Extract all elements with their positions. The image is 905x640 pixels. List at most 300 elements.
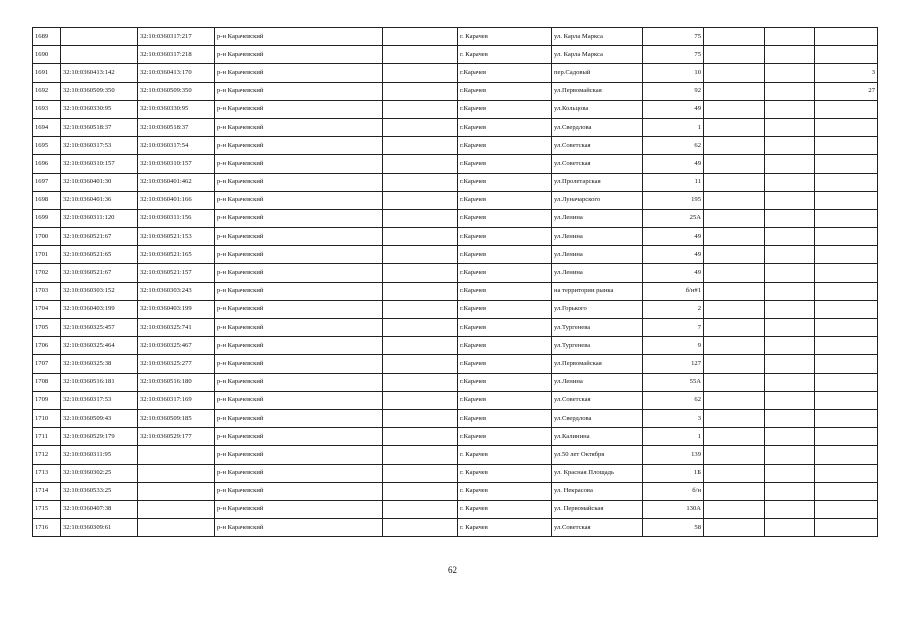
row-number-cell: 1705	[33, 319, 61, 337]
extra-cell-1	[704, 500, 765, 518]
street-cell: ул.Ленина	[552, 228, 643, 246]
row-number-cell: 1703	[33, 282, 61, 300]
table-row	[33, 137, 878, 155]
house-number-cell: 49	[643, 100, 704, 118]
table-row	[33, 373, 878, 391]
extra-cell-2	[765, 246, 815, 264]
district-cell: р-н Карачевский	[215, 337, 383, 355]
row-number-cell: 1693	[33, 100, 61, 118]
cadastral-number-2-cell: 32:10:0360521:165	[138, 246, 215, 264]
city-cell: г.Карачев	[458, 428, 552, 446]
house-number-cell: 139	[643, 446, 704, 464]
extra-cell-2	[765, 446, 815, 464]
house-number-cell: 1Б	[643, 464, 704, 482]
house-number-cell: 49	[643, 155, 704, 173]
extra-cell-2	[765, 46, 815, 64]
empty-cell	[383, 209, 458, 227]
empty-cell	[383, 246, 458, 264]
row-number-cell: 1709	[33, 391, 61, 409]
street-cell: ул.Тургенева	[552, 319, 643, 337]
cadastral-number-2-cell: 32:10:0360317:218	[138, 46, 215, 64]
extra-cell-1	[704, 519, 765, 537]
cadastral-number-2-cell: 32:10:0360401:462	[138, 173, 215, 191]
cadastral-number-cell: 32:10:0360521:65	[61, 246, 138, 264]
district-cell: р-н Карачевский	[215, 173, 383, 191]
city-cell: г.Карачев	[458, 300, 552, 318]
house-number-cell: 130А	[643, 500, 704, 518]
city-cell: г.Карачев	[458, 373, 552, 391]
empty-cell	[383, 46, 458, 64]
house-number-cell: 55А	[643, 373, 704, 391]
empty-cell	[383, 282, 458, 300]
house-number-cell: 49	[643, 228, 704, 246]
cadastral-number-cell: 32:10:0360325:457	[61, 319, 138, 337]
cadastral-number-2-cell: 32:10:0360516:180	[138, 373, 215, 391]
extra-cell-1	[704, 264, 765, 282]
cadastral-number-cell: 32:10:0360302:25	[61, 464, 138, 482]
extra-cell-3	[815, 118, 878, 136]
table-row	[33, 428, 878, 446]
house-number-cell: 62	[643, 137, 704, 155]
cadastral-number-cell: 32:10:0360311:95	[61, 446, 138, 464]
district-cell: р-н Карачевский	[215, 282, 383, 300]
extra-cell-1	[704, 391, 765, 409]
cadastral-number-2-cell: 32:10:0360509:185	[138, 409, 215, 427]
cadastral-number-2-cell: 32:10:0360325:277	[138, 355, 215, 373]
extra-cell-3	[815, 500, 878, 518]
empty-cell	[383, 482, 458, 500]
extra-cell-2	[765, 482, 815, 500]
row-number-cell: 1708	[33, 373, 61, 391]
cadastral-number-2-cell	[138, 446, 215, 464]
empty-cell	[383, 391, 458, 409]
table-row	[33, 337, 878, 355]
extra-cell-2	[765, 137, 815, 155]
house-number-cell: 49	[643, 264, 704, 282]
extra-cell-1	[704, 191, 765, 209]
extra-cell-3	[815, 391, 878, 409]
cadastral-number-2-cell: 32:10:0360403:199	[138, 300, 215, 318]
table-row	[33, 500, 878, 518]
row-number-cell: 1690	[33, 46, 61, 64]
extra-cell-3	[815, 519, 878, 537]
house-number-cell: 1	[643, 428, 704, 446]
house-number-cell: 127	[643, 355, 704, 373]
extra-cell-3	[815, 319, 878, 337]
extra-cell-2	[765, 355, 815, 373]
city-cell: г.Карачев	[458, 191, 552, 209]
extra-cell-3	[815, 228, 878, 246]
house-number-cell: 7	[643, 319, 704, 337]
district-cell: р-н Карачевский	[215, 300, 383, 318]
city-cell: г. Карачев	[458, 464, 552, 482]
extra-cell-3	[815, 46, 878, 64]
cadastral-number-2-cell	[138, 464, 215, 482]
house-number-cell: 62	[643, 391, 704, 409]
extra-cell-1	[704, 137, 765, 155]
extra-cell-3	[815, 337, 878, 355]
city-cell: г.Карачев	[458, 100, 552, 118]
extra-cell-1	[704, 100, 765, 118]
street-cell: ул.Ленина	[552, 264, 643, 282]
city-cell: г.Карачев	[458, 337, 552, 355]
extra-cell-3	[815, 264, 878, 282]
cadastral-number-2-cell: 32:10:0360325:741	[138, 319, 215, 337]
street-cell: на территории рынка	[552, 282, 643, 300]
extra-cell-2	[765, 82, 815, 100]
city-cell: г.Карачев	[458, 118, 552, 136]
row-number-cell: 1715	[33, 500, 61, 518]
city-cell: г. Карачев	[458, 28, 552, 46]
extra-cell-3	[815, 246, 878, 264]
house-number-cell: б/н	[643, 482, 704, 500]
table-row	[33, 264, 878, 282]
extra-cell-2	[765, 209, 815, 227]
city-cell: г. Карачев	[458, 446, 552, 464]
empty-cell	[383, 337, 458, 355]
extra-cell-3	[815, 428, 878, 446]
page-number: 62	[448, 565, 457, 575]
empty-cell	[383, 519, 458, 537]
cadastral-number-2-cell: 32:10:0360521:153	[138, 228, 215, 246]
district-cell: р-н Карачевский	[215, 355, 383, 373]
extra-cell-3	[815, 28, 878, 46]
extra-cell-1	[704, 209, 765, 227]
street-cell: пер.Садовый	[552, 64, 643, 82]
row-number-cell: 1700	[33, 228, 61, 246]
extra-cell-3	[815, 155, 878, 173]
district-cell: р-н Карачевский	[215, 118, 383, 136]
cadastral-number-2-cell: 32:10:0360317:54	[138, 137, 215, 155]
house-number-cell: 9	[643, 337, 704, 355]
extra-cell-2	[765, 319, 815, 337]
district-cell: р-н Карачевский	[215, 464, 383, 482]
street-cell: ул. Карла Маркса	[552, 28, 643, 46]
city-cell: г.Карачев	[458, 391, 552, 409]
extra-cell-3	[815, 446, 878, 464]
district-cell: р-н Карачевский	[215, 500, 383, 518]
empty-cell	[383, 355, 458, 373]
city-cell: г.Карачев	[458, 282, 552, 300]
street-cell: ул.Свердлова	[552, 118, 643, 136]
district-cell: р-н Карачевский	[215, 209, 383, 227]
extra-cell-1	[704, 28, 765, 46]
extra-cell-1	[704, 337, 765, 355]
city-cell: г.Карачев	[458, 137, 552, 155]
city-cell: г.Карачев	[458, 228, 552, 246]
extra-cell-2	[765, 118, 815, 136]
city-cell: г.Карачев	[458, 173, 552, 191]
cadastral-number-cell: 32:10:0360533:25	[61, 482, 138, 500]
house-number-cell: 75	[643, 46, 704, 64]
cadastral-number-cell: 32:10:0360330:95	[61, 100, 138, 118]
table-row	[33, 173, 878, 191]
city-cell: г.Карачев	[458, 155, 552, 173]
city-cell: г. Карачев	[458, 46, 552, 64]
extra-cell-3	[815, 409, 878, 427]
street-cell: ул. Карла Маркса	[552, 46, 643, 64]
street-cell: ул.Калинина	[552, 428, 643, 446]
empty-cell	[383, 409, 458, 427]
extra-cell-1	[704, 482, 765, 500]
extra-cell-1	[704, 82, 765, 100]
table-row	[33, 319, 878, 337]
row-number-cell: 1710	[33, 409, 61, 427]
house-number-cell: 92	[643, 82, 704, 100]
table-row	[33, 100, 878, 118]
table-row	[33, 482, 878, 500]
cadastral-number-cell: 32:10:0360407:38	[61, 500, 138, 518]
empty-cell	[383, 228, 458, 246]
extra-cell-1	[704, 173, 765, 191]
extra-cell-3	[815, 355, 878, 373]
cadastral-number-cell: 32:10:0360310:157	[61, 155, 138, 173]
row-number-cell: 1699	[33, 209, 61, 227]
extra-cell-2	[765, 100, 815, 118]
house-number-cell: б/н#1	[643, 282, 704, 300]
street-cell: ул.Ленина	[552, 209, 643, 227]
table-body	[33, 28, 878, 537]
extra-cell-3	[815, 100, 878, 118]
cadastral-number-cell: 32:10:0360401:36	[61, 191, 138, 209]
extra-cell-1	[704, 300, 765, 318]
cadastral-number-cell: 32:10:0360509:350	[61, 82, 138, 100]
district-cell: р-н Карачевский	[215, 446, 383, 464]
district-cell: р-н Карачевский	[215, 137, 383, 155]
cadastral-number-cell: 32:10:0360413:142	[61, 64, 138, 82]
empty-cell	[383, 191, 458, 209]
city-cell: г. Карачев	[458, 482, 552, 500]
table-row	[33, 28, 878, 46]
cadastral-number-cell: 32:10:0360521:67	[61, 228, 138, 246]
extra-cell-2	[765, 282, 815, 300]
table-row	[33, 46, 878, 64]
street-cell: ул.Советская	[552, 137, 643, 155]
extra-cell-2	[765, 228, 815, 246]
cadastral-number-cell: 32:10:0360317:53	[61, 391, 138, 409]
cadastral-number-2-cell: 32:10:0360310:157	[138, 155, 215, 173]
cadastral-number-cell	[61, 28, 138, 46]
street-cell: ул.50 лет Октября	[552, 446, 643, 464]
row-number-cell: 1713	[33, 464, 61, 482]
cadastral-number-2-cell	[138, 519, 215, 537]
district-cell: р-н Карачевский	[215, 264, 383, 282]
house-number-cell: 10	[643, 64, 704, 82]
extra-cell-3	[815, 137, 878, 155]
cadastral-number-cell: 32:10:0360311:120	[61, 209, 138, 227]
extra-cell-2	[765, 500, 815, 518]
property-register-table	[32, 27, 878, 537]
extra-cell-1	[704, 155, 765, 173]
cadastral-number-2-cell	[138, 500, 215, 518]
street-cell: ул.Первомайская	[552, 82, 643, 100]
extra-cell-1	[704, 319, 765, 337]
row-number-cell: 1714	[33, 482, 61, 500]
cadastral-number-cell: 32:10:0360325:464	[61, 337, 138, 355]
extra-cell-1	[704, 355, 765, 373]
house-number-cell: 11	[643, 173, 704, 191]
row-number-cell: 1712	[33, 446, 61, 464]
extra-cell-2	[765, 391, 815, 409]
row-number-cell: 1716	[33, 519, 61, 537]
street-cell: ул. Первомайская	[552, 500, 643, 518]
table-row	[33, 64, 878, 82]
house-number-cell: 25А	[643, 209, 704, 227]
table-row	[33, 409, 878, 427]
extra-cell-2	[765, 337, 815, 355]
row-number-cell: 1692	[33, 82, 61, 100]
extra-cell-2	[765, 409, 815, 427]
extra-cell-2	[765, 173, 815, 191]
row-number-cell: 1691	[33, 64, 61, 82]
table-row	[33, 209, 878, 227]
extra-cell-1	[704, 228, 765, 246]
row-number-cell: 1689	[33, 28, 61, 46]
extra-cell-2	[765, 155, 815, 173]
extra-cell-1	[704, 446, 765, 464]
empty-cell	[383, 464, 458, 482]
row-number-cell: 1698	[33, 191, 61, 209]
cadastral-number-2-cell: 32:10:0360509:350	[138, 82, 215, 100]
row-number-cell: 1702	[33, 264, 61, 282]
district-cell: р-н Карачевский	[215, 100, 383, 118]
extra-cell-2	[765, 300, 815, 318]
district-cell: р-н Карачевский	[215, 482, 383, 500]
district-cell: р-н Карачевский	[215, 391, 383, 409]
row-number-cell: 1704	[33, 300, 61, 318]
extra-cell-2	[765, 264, 815, 282]
table-row	[33, 82, 878, 100]
extra-cell-2	[765, 28, 815, 46]
district-cell: р-н Карачевский	[215, 519, 383, 537]
district-cell: р-н Карачевский	[215, 191, 383, 209]
extra-cell-1	[704, 409, 765, 427]
street-cell: ул. Красная Площадь	[552, 464, 643, 482]
extra-cell-3	[815, 191, 878, 209]
extra-cell-1	[704, 373, 765, 391]
row-number-cell: 1694	[33, 118, 61, 136]
cadastral-number-2-cell: 32:10:0360529:177	[138, 428, 215, 446]
cadastral-number-cell: 32:10:0360325:38	[61, 355, 138, 373]
table-row	[33, 391, 878, 409]
table-row	[33, 246, 878, 264]
cadastral-number-2-cell: 32:10:0360317:217	[138, 28, 215, 46]
district-cell: р-н Карачевский	[215, 228, 383, 246]
empty-cell	[383, 373, 458, 391]
table-row	[33, 118, 878, 136]
row-number-cell: 1701	[33, 246, 61, 264]
cadastral-number-cell: 32:10:0360518:37	[61, 118, 138, 136]
cadastral-number-cell: 32:10:0360403:199	[61, 300, 138, 318]
cadastral-number-2-cell: 32:10:0360401:166	[138, 191, 215, 209]
cadastral-number-cell: 32:10:0360516:181	[61, 373, 138, 391]
extra-cell-1	[704, 118, 765, 136]
cadastral-number-2-cell: 32:10:0360311:156	[138, 209, 215, 227]
extra-cell-1	[704, 282, 765, 300]
table-row	[33, 519, 878, 537]
district-cell: р-н Карачевский	[215, 64, 383, 82]
extra-cell-1	[704, 428, 765, 446]
empty-cell	[383, 446, 458, 464]
empty-cell	[383, 82, 458, 100]
cadastral-number-2-cell: 32:10:0360413:170	[138, 64, 215, 82]
house-number-cell: 75	[643, 28, 704, 46]
row-number-cell: 1707	[33, 355, 61, 373]
house-number-cell: 3	[643, 409, 704, 427]
cadastral-number-2-cell: 32:10:0360325:467	[138, 337, 215, 355]
city-cell: г. Карачев	[458, 519, 552, 537]
row-number-cell: 1706	[33, 337, 61, 355]
street-cell: ул.Советская	[552, 155, 643, 173]
cadastral-number-cell: 32:10:0360303:152	[61, 282, 138, 300]
district-cell: р-н Карачевский	[215, 428, 383, 446]
empty-cell	[383, 500, 458, 518]
empty-cell	[383, 64, 458, 82]
street-cell: ул.Пролетарская	[552, 173, 643, 191]
street-cell: ул.Первомайская	[552, 355, 643, 373]
extra-cell-2	[765, 464, 815, 482]
house-number-cell: 1	[643, 118, 704, 136]
extra-cell-2	[765, 191, 815, 209]
house-number-cell: 58	[643, 519, 704, 537]
extra-cell-1	[704, 464, 765, 482]
extra-cell-1	[704, 246, 765, 264]
cadastral-number-cell	[61, 46, 138, 64]
empty-cell	[383, 137, 458, 155]
street-cell: ул.Советская	[552, 391, 643, 409]
city-cell: г.Карачев	[458, 246, 552, 264]
row-number-cell: 1711	[33, 428, 61, 446]
street-cell: ул.Тургенева	[552, 337, 643, 355]
table-row	[33, 355, 878, 373]
district-cell: р-н Карачевский	[215, 409, 383, 427]
table-row	[33, 191, 878, 209]
empty-cell	[383, 155, 458, 173]
extra-cell-2	[765, 64, 815, 82]
cadastral-number-cell: 32:10:0360529:179	[61, 428, 138, 446]
city-cell: г. Карачев	[458, 500, 552, 518]
city-cell: г.Карачев	[458, 264, 552, 282]
table-row	[33, 300, 878, 318]
table-row	[33, 155, 878, 173]
street-cell: ул.Свердлова	[552, 409, 643, 427]
district-cell: р-н Карачевский	[215, 319, 383, 337]
row-number-cell: 1695	[33, 137, 61, 155]
street-cell: ул.Советская	[552, 519, 643, 537]
extra-cell-1	[704, 64, 765, 82]
district-cell: р-н Карачевский	[215, 373, 383, 391]
street-cell: ул.Ленина	[552, 246, 643, 264]
row-number-cell: 1697	[33, 173, 61, 191]
extra-cell-3	[815, 209, 878, 227]
city-cell: г.Карачев	[458, 319, 552, 337]
district-cell: р-н Карачевский	[215, 28, 383, 46]
cadastral-number-2-cell: 32:10:0360330:95	[138, 100, 215, 118]
city-cell: г.Карачев	[458, 82, 552, 100]
table-row	[33, 228, 878, 246]
extra-cell-3	[815, 373, 878, 391]
cadastral-number-2-cell: 32:10:0360518:37	[138, 118, 215, 136]
extra-cell-2	[765, 428, 815, 446]
cadastral-number-2-cell	[138, 482, 215, 500]
empty-cell	[383, 319, 458, 337]
city-cell: г.Карачев	[458, 355, 552, 373]
street-cell: ул.Горького	[552, 300, 643, 318]
cadastral-number-cell: 32:10:0360317:53	[61, 137, 138, 155]
cadastral-number-2-cell: 32:10:0360303:243	[138, 282, 215, 300]
city-cell: г.Карачев	[458, 64, 552, 82]
street-cell: ул.Ленина	[552, 373, 643, 391]
